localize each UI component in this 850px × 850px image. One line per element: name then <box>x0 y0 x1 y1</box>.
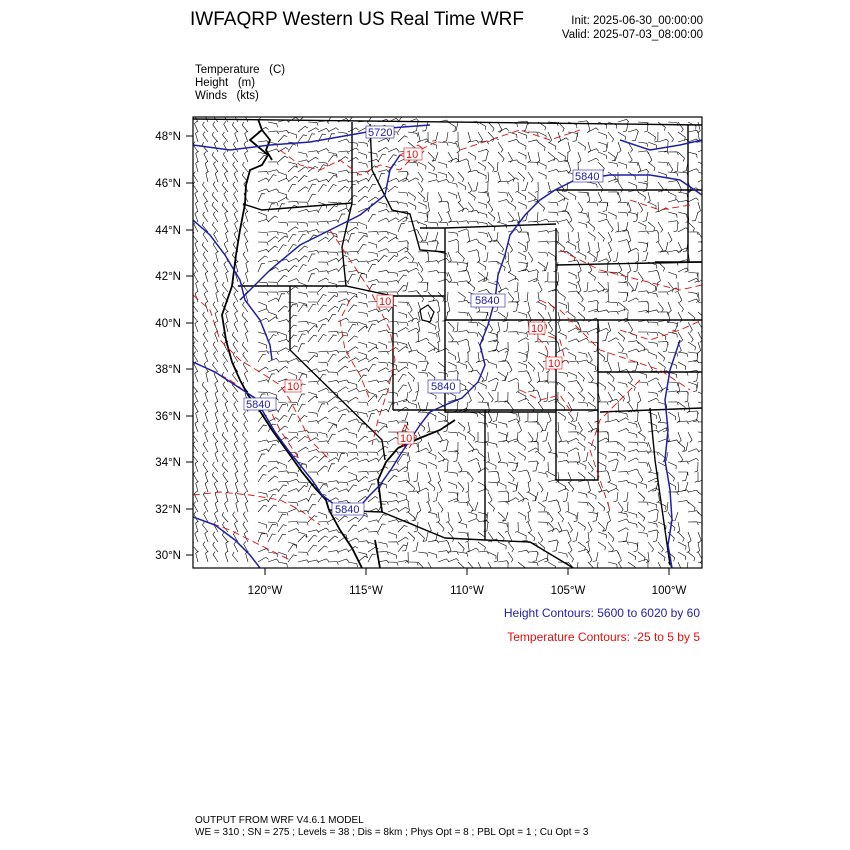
lon-label: 110°W <box>450 585 484 597</box>
height-label: 5840 <box>335 504 360 516</box>
field-height: Height (m) <box>195 77 256 89</box>
model-info-footer <box>195 815 588 839</box>
temperature-label: 10 <box>548 358 561 370</box>
coastline <box>222 119 455 568</box>
plot-title: IWFAQRP Western US Real Time WRF <box>190 9 524 30</box>
lon-label: 115°W <box>349 585 383 597</box>
lat-label: 48°N <box>155 131 181 143</box>
valid-time: Valid: 2025-07-03_08:00:00 <box>561 29 703 41</box>
lon-label: 120°W <box>247 585 283 597</box>
model-version: OUTPUT FROM WRF V4.6.1 MODEL <box>195 815 364 826</box>
latitude-labels <box>155 131 181 562</box>
temperature-label: 10 <box>406 149 419 161</box>
latitude-axis <box>186 136 193 555</box>
lat-label: 34°N <box>155 457 181 469</box>
lon-label: 100°W <box>651 585 687 597</box>
lat-label: 38°N <box>155 364 181 376</box>
height-label: 5840 <box>575 171 600 183</box>
longitude-axis <box>265 568 669 575</box>
field-winds: Winds (kts) <box>195 90 259 102</box>
lat-label: 32°N <box>155 504 181 516</box>
wind-barbs <box>192 111 709 572</box>
lat-label: 36°N <box>155 411 181 423</box>
temperature-contour-legend: Temperature Contours: -25 to 5 by 5 <box>507 630 700 644</box>
temperature-label: 10 <box>531 323 544 335</box>
temperature-label: 10 <box>287 381 300 393</box>
longitude-labels <box>248 585 687 597</box>
lon-label: 105°W <box>550 585 586 597</box>
height-label: 5720 <box>368 127 393 139</box>
lat-label: 42°N <box>155 271 181 283</box>
lat-label: 46°N <box>155 178 181 190</box>
lat-label: 40°N <box>155 318 181 330</box>
height-contour-legend: Height Contours: 5600 to 6020 by 60 <box>503 606 700 620</box>
height-label: 5840 <box>475 295 500 307</box>
lat-label: 44°N <box>155 225 181 237</box>
init-time: Init: 2025-06-30_00:00:00 <box>571 15 703 27</box>
temperature-label: 10 <box>400 433 413 445</box>
height-label: 5840 <box>431 381 456 393</box>
lat-label: 30°N <box>155 550 181 562</box>
temperature-label: 10 <box>379 296 392 308</box>
model-config: WE = 310 ; SN = 275 ; Levels = 38 ; Dis = 8km ; Phys Opt = 8 ; PBL Opt = 1 ; Cu Opt = 3 <box>195 827 589 838</box>
height-label: 5840 <box>246 399 271 411</box>
great-salt-lake <box>420 305 434 322</box>
field-temperature: Temperature (C) <box>195 64 286 76</box>
